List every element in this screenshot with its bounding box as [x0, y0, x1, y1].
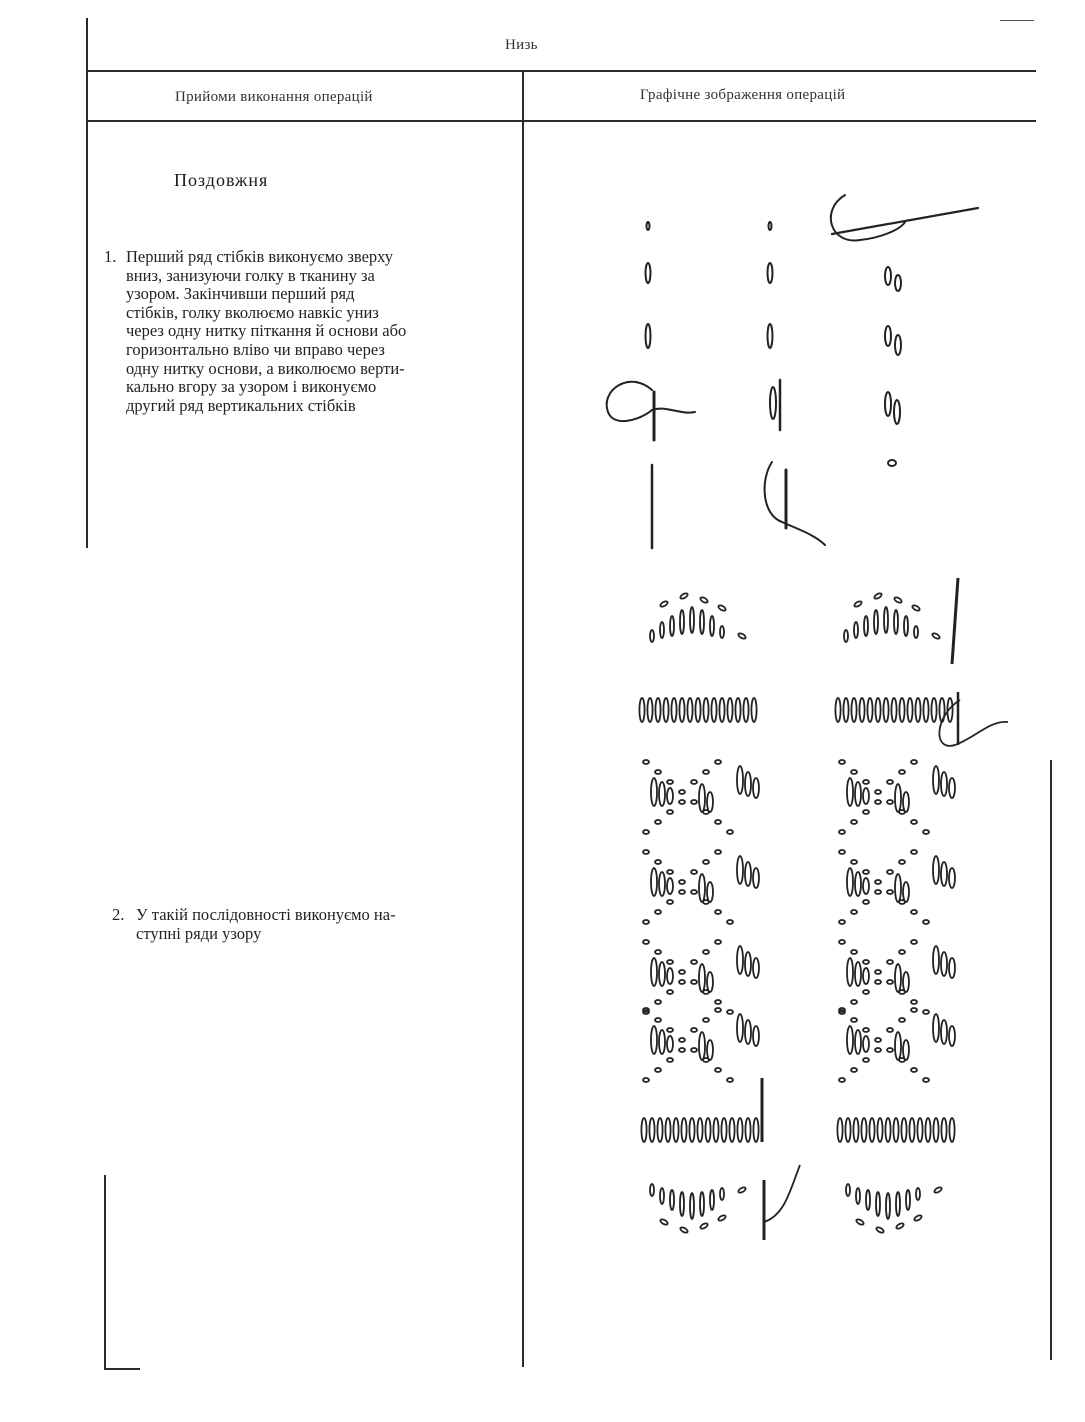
pattern-arch-top — [844, 592, 940, 642]
step-1-line-4: стібків, голку вколюємо навкіс униз — [126, 302, 379, 322]
pattern-arch-bottom — [650, 1184, 746, 1234]
pattern-diamond — [643, 850, 759, 924]
step-1-number: 1. — [104, 247, 117, 266]
column-header-techniques: Прийоми виконання операцій — [175, 89, 373, 105]
step-1-line-9: другий ряд вертикальних стібків — [126, 395, 356, 415]
table-title: Низь — [505, 37, 538, 53]
pattern-arch-bottom — [846, 1184, 942, 1234]
step-1-line-6: горизонтально вліво чи вправо через — [126, 339, 385, 359]
pattern-diamond — [839, 940, 955, 1014]
column-header-graphics: Графічне зображення операцій — [640, 87, 846, 103]
pattern-diamond — [839, 850, 955, 924]
pattern-diamond — [643, 1008, 759, 1082]
thread-loop — [939, 700, 1008, 746]
thread-loop — [764, 1165, 800, 1222]
pattern-diamond — [839, 760, 955, 834]
step-1-line-7: одну нитку основи, а виколюємо верти- — [126, 358, 405, 378]
step-1-line-2: вниз, занизуючи голку в тканину за — [126, 265, 375, 285]
step-2-line-1: У такій послідовності виконуємо на- — [136, 905, 396, 924]
pattern-diamond — [839, 1008, 955, 1082]
pattern-diamond — [643, 940, 759, 1014]
step-1-line-8: кально вгору за узором і виконуємо — [126, 377, 377, 397]
pattern-stitch-row — [837, 1118, 954, 1142]
pattern-stitch-row — [639, 698, 756, 722]
pattern-stitch-row — [641, 1118, 758, 1142]
step-1-line-1: Перший ряд стібків виконуємо зверху — [126, 247, 394, 266]
pattern-diamond — [643, 760, 759, 834]
step-1-line-5: через одну нитку піткання й основи або — [126, 321, 407, 341]
pattern-arch-top — [650, 592, 746, 642]
pattern-stitch-row — [835, 698, 952, 722]
needle-icon — [952, 578, 958, 664]
section-heading: Поздовжня — [174, 170, 269, 190]
step-2-number: 2. — [112, 905, 125, 924]
step-1-line-3: узором. Закінчивши перший ряд — [126, 284, 355, 304]
step-2-line-2: ступні ряди узору — [136, 923, 262, 943]
